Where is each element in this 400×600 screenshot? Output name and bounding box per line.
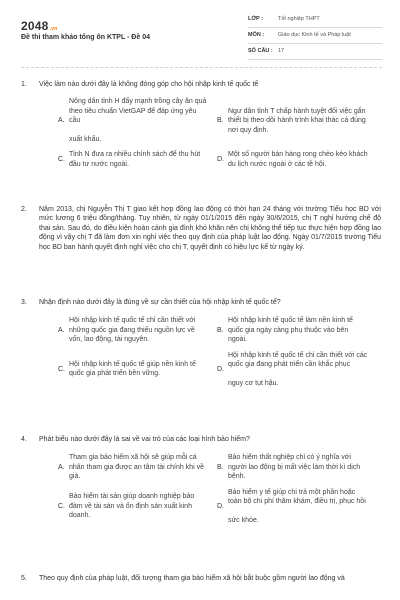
meta-value: Tốt nghiệp THPT [278,15,320,22]
option-d[interactable] [217,150,368,169]
option-text: Hội nhập kinh tế quốc tế làm nền kinh tế quốc gia ngày càng phụ thuộc vào bên ngoài. [228,317,353,344]
header [0,0,400,70]
question-3 [21,298,381,388]
option-b[interactable] [217,453,368,481]
option-letter: C. [58,155,65,163]
meta-value: 17 [278,47,285,54]
exam-meta-table [248,12,382,60]
meta-value: Giáo dục Kinh tế và Pháp luật [278,31,351,38]
option-text-continued: nguy cơ tụt hậu. [228,379,279,387]
meta-label: MÔN : [248,31,265,38]
question-4 [21,435,381,525]
question-number: 2. [21,206,27,213]
option-letter: D. [217,365,224,373]
question-number: 5. [21,575,27,582]
question-text: Theo quy định của pháp luật, đối tượng tham gia bảo hiểm xã hội bắt buộc gồm người lao động và [39,575,345,582]
option-letter: A. [58,463,65,471]
option-c[interactable] [58,351,209,388]
question-text: Việc làm nào dưới đây là không đóng góp cho hội nhập kinh tế quốc tế [39,81,259,88]
option-c[interactable] [58,150,209,169]
option-text: Bảo hiểm tài sản giúp doanh nghiệp bảo đảm về tài sản và ổn định sản xuất kinh doanh. [69,493,195,520]
logo-text: 2048 [21,19,49,33]
option-letter: D. [217,502,224,510]
header-divider [21,67,382,68]
option-letter: A. [58,326,65,334]
question-text: Nhận định nào dưới đây là đúng về sự cần thiết của hội nhập kinh tế quốc tế? [39,299,281,306]
question-text: Năm 2013, chị Nguyễn Thị T giao kết hợp đồng lao động có thời hạn 24 tháng với trường Tiểu học BD với mức lương 6 triệu đồng/tháng. Tuy nhiên, từ ngày 01/1/2015 đến ngày 30/6/2015, chị T nghỉ hưởng chế độ thai sản. Sau đó, do điều kiện hoàn cảnh gia đình khó khăn nên chị không thể tiếp tục thực hiện hợp đồng lao động vì vậy chị T đã làm đơn xin nghỉ việc theo quy định của pháp luật lao động. Ngày 01/7/2015 trường Tiểu học BD ban hành quyết định nghỉ việc cho chị T, quyết định có hiệu lực kể từ ngày ký. [39,206,381,251]
option-text-continued: xuất khẩu. [69,135,102,143]
meta-label: SỐ CÂU : [248,47,273,54]
option-letter: A. [58,117,65,125]
option-text: Một số người bán hàng rong chèo kéo khách du lịch nước ngoài ở các tề hội. [228,151,368,168]
meta-label: LỚP : [248,15,263,22]
option-text: Ngư dân tỉnh T chấp hành tuyệt đối việc gắn thiết bị theo dõi hành trình khai thác cá đúng nơi quy định. [228,107,366,134]
option-letter: B. [217,117,224,125]
question-1 [21,80,381,169]
option-text: Tham gia bảo hiểm xã hội sẽ giúp mỗi cá nhân tham gia được an tâm tài chính khi về già. [69,454,204,481]
option-letter: B. [217,463,224,471]
option-text: Tỉnh N đưa ra nhiều chính sách để thu hút đầu tư nước ngoài. [69,151,201,168]
option-text-continued: sức khỏe. [228,516,259,524]
option-a[interactable] [58,97,209,144]
option-letter: C. [58,365,65,373]
exam-title: Đề thi tham khảo tổng ôn KTPL - Đề 04 [21,34,150,41]
option-letter: D. [217,155,224,163]
option-letter: B. [217,326,224,334]
option-letter: C. [58,502,65,510]
option-text: Hội nhập kinh tế quốc tế chỉ cần thiết với các quốc gia đang phát triển cần khắc phục [228,351,368,369]
meta-row-count [248,44,382,60]
option-text: Hội nhập kinh tế quốc tế giúp nền kinh tế quốc gia phát triển bền vững. [69,360,196,378]
meta-row-class [248,12,382,28]
option-d[interactable] [217,351,368,388]
question-number: 1. [21,81,27,88]
option-b[interactable] [217,316,368,344]
option-text: Nông dân tỉnh H đẩy mạnh trồng cây ăn quả theo tiêu chuẩn VietGAP để đáp ứng yêu cầu [69,98,207,125]
question-text: Phát biểu nào dưới đây là sai về vai trò của các loại hình bảo hiểm? [39,436,250,443]
question-number: 3. [21,299,27,306]
option-text: Hội nhập kinh tế quốc tế chỉ cần thiết với những quốc gia đang thiếu nguồn lực về vốn, lao động, tài nguyên. [69,317,196,344]
option-c[interactable] [58,488,209,525]
question-number: 4. [21,436,27,443]
meta-row-subject [248,28,382,44]
option-b[interactable] [217,97,368,144]
question-2 [21,205,381,252]
option-d[interactable] [217,488,368,525]
option-text: Bảo hiểm thất nghiệp chỉ có ý nghĩa với người lao động bị mất việc làm thời kì dịch bệnh. [228,454,361,481]
logo-suffix: .vn [49,26,58,32]
option-a[interactable] [58,316,209,344]
option-text: Bảo hiểm y tế giúp chi trả một phần hoặc toàn bộ chi phí thăm khám, điều trị, phục hồi [228,488,366,506]
site-logo[interactable] [21,18,57,34]
option-a[interactable] [58,453,209,481]
question-5 [21,574,381,583]
